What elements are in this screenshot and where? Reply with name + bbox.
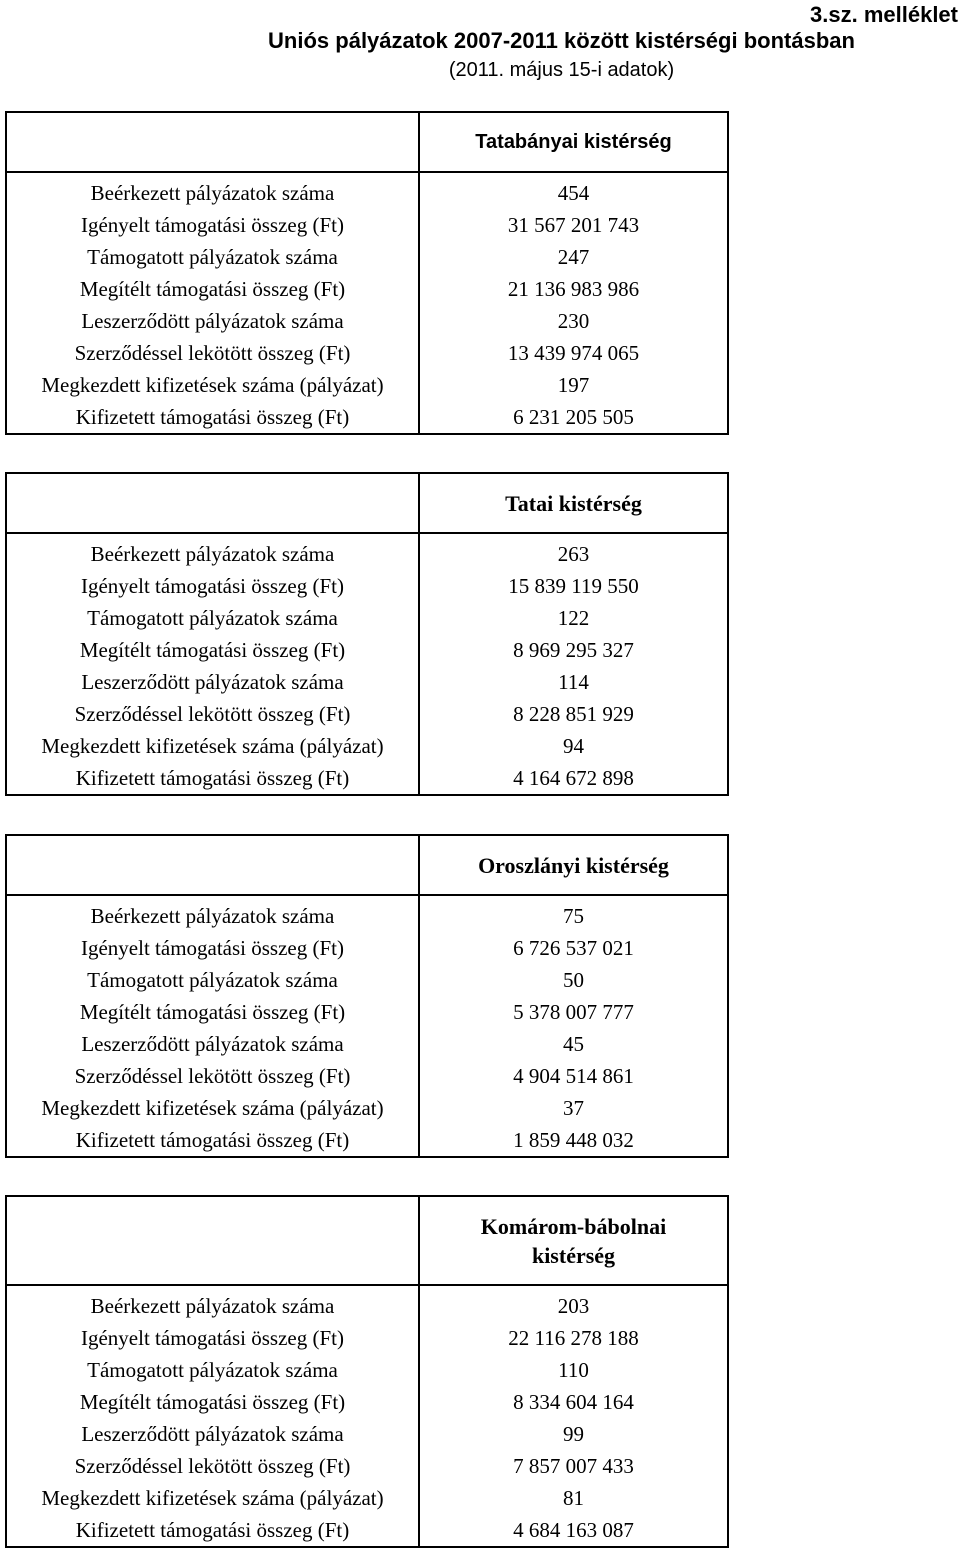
region-header-row (6, 473, 728, 533)
row-label: Igényelt támogatási összeg (Ft) (6, 932, 419, 964)
table-row (6, 1322, 728, 1354)
document-subtitle: (2011. május 15-i adatok) (448, 59, 675, 81)
table-row (6, 666, 728, 698)
row-label: Igényelt támogatási összeg (Ft) (6, 570, 419, 602)
table-row (6, 1386, 728, 1418)
region-table-tatabanya (5, 111, 729, 435)
table-row (6, 1354, 728, 1386)
table-row (6, 1450, 728, 1482)
table-row (6, 337, 728, 369)
row-value: 99 (419, 1418, 728, 1450)
annex-label: 3.sz. melléklet (810, 2, 958, 27)
region-header-row (6, 1196, 728, 1285)
region-title (419, 1196, 728, 1285)
table-row (6, 1124, 728, 1157)
table-row (6, 241, 728, 273)
document-title: Uniós pályázatok 2007-2011 között kistérségi bontásban (268, 28, 855, 53)
row-label: Szerződéssel lekötött összeg (Ft) (6, 698, 419, 730)
row-value: 247 (419, 241, 728, 273)
row-value: 230 (419, 305, 728, 337)
row-value: 1 859 448 032 (419, 1124, 728, 1157)
region-header-row (6, 112, 728, 172)
table-row (6, 634, 728, 666)
table-row (6, 895, 728, 932)
row-value: 122 (419, 602, 728, 634)
header-empty-cell (6, 1196, 419, 1285)
row-label: Igényelt támogatási összeg (Ft) (6, 1322, 419, 1354)
table-row (6, 172, 728, 209)
row-value: 110 (419, 1354, 728, 1386)
row-label: Megkezdett kifizetések száma (pályázat) (6, 369, 419, 401)
row-value: 21 136 983 986 (419, 273, 728, 305)
table-row (6, 305, 728, 337)
row-value: 4 164 672 898 (419, 762, 728, 795)
row-label: Megítélt támogatási összeg (Ft) (6, 634, 419, 666)
row-label: Kifizetett támogatási összeg (Ft) (6, 1124, 419, 1157)
row-value: 7 857 007 433 (419, 1450, 728, 1482)
region-header-row (6, 835, 728, 895)
row-label: Leszerződött pályázatok száma (6, 1418, 419, 1450)
row-value: 6 726 537 021 (419, 932, 728, 964)
row-value: 94 (419, 730, 728, 762)
region-table-komarom-babolna (5, 1195, 729, 1548)
row-label: Megítélt támogatási összeg (Ft) (6, 273, 419, 305)
row-value: 50 (419, 964, 728, 996)
region-title: Tatai kistérség (419, 473, 728, 533)
row-label: Beérkezett pályázatok száma (6, 172, 419, 209)
row-label: Igényelt támogatási összeg (Ft) (6, 209, 419, 241)
table-row (6, 273, 728, 305)
table-row (6, 209, 728, 241)
row-label: Támogatott pályázatok száma (6, 241, 419, 273)
table-row (6, 1060, 728, 1092)
region-title-line: kistérség (531, 1242, 616, 1268)
row-value: 4 904 514 861 (419, 1060, 728, 1092)
row-value: 6 231 205 505 (419, 401, 728, 434)
row-label: Leszerződött pályázatok száma (6, 1028, 419, 1060)
row-label: Beérkezett pályázatok száma (6, 895, 419, 932)
region-title-line: Komárom-bábolnai (480, 1213, 667, 1239)
table-row (6, 1482, 728, 1514)
row-value: 31 567 201 743 (419, 209, 728, 241)
row-label: Megítélt támogatási összeg (Ft) (6, 996, 419, 1028)
row-value: 263 (419, 533, 728, 570)
table-row (6, 570, 728, 602)
row-value: 203 (419, 1285, 728, 1322)
row-label: Beérkezett pályázatok száma (6, 533, 419, 570)
region-table-oroszlany (5, 834, 729, 1158)
row-value: 8 228 851 929 (419, 698, 728, 730)
row-label: Szerződéssel lekötött összeg (Ft) (6, 1450, 419, 1482)
row-value: 197 (419, 369, 728, 401)
row-label: Leszerződött pályázatok száma (6, 305, 419, 337)
row-label: Kifizetett támogatási összeg (Ft) (6, 762, 419, 795)
row-label: Támogatott pályázatok száma (6, 1354, 419, 1386)
row-label: Támogatott pályázatok száma (6, 602, 419, 634)
row-label: Szerződéssel lekötött összeg (Ft) (6, 1060, 419, 1092)
row-value: 15 839 119 550 (419, 570, 728, 602)
table-row (6, 1418, 728, 1450)
row-value: 13 439 974 065 (419, 337, 728, 369)
header-empty-cell (6, 835, 419, 895)
row-label: Beérkezett pályázatok száma (6, 1285, 419, 1322)
table-row (6, 996, 728, 1028)
table-row (6, 533, 728, 570)
table-row (6, 762, 728, 795)
table-row (6, 1285, 728, 1322)
row-value: 81 (419, 1482, 728, 1514)
row-value: 114 (419, 666, 728, 698)
table-row (6, 964, 728, 996)
row-value: 454 (419, 172, 728, 209)
row-value: 8 969 295 327 (419, 634, 728, 666)
row-label: Megkezdett kifizetések száma (pályázat) (6, 1092, 419, 1124)
table-row (6, 401, 728, 434)
row-label: Kifizetett támogatási összeg (Ft) (6, 1514, 419, 1547)
header-empty-cell (6, 473, 419, 533)
row-value: 5 378 007 777 (419, 996, 728, 1028)
row-value: 75 (419, 895, 728, 932)
row-label: Leszerződött pályázatok száma (6, 666, 419, 698)
row-label: Megkezdett kifizetések száma (pályázat) (6, 1482, 419, 1514)
row-value: 8 334 604 164 (419, 1386, 728, 1418)
row-value: 37 (419, 1092, 728, 1124)
row-label: Kifizetett támogatási összeg (Ft) (6, 401, 419, 434)
row-label: Támogatott pályázatok száma (6, 964, 419, 996)
region-title: Tatabányai kistérség (419, 112, 728, 172)
row-label: Szerződéssel lekötött összeg (Ft) (6, 337, 419, 369)
table-row (6, 602, 728, 634)
row-value: 22 116 278 188 (419, 1322, 728, 1354)
row-value: 4 684 163 087 (419, 1514, 728, 1547)
table-row (6, 730, 728, 762)
header-empty-cell (6, 112, 419, 172)
row-value: 45 (419, 1028, 728, 1060)
table-row (6, 932, 728, 964)
row-label: Megkezdett kifizetések száma (pályázat) (6, 730, 419, 762)
row-label: Megítélt támogatási összeg (Ft) (6, 1386, 419, 1418)
table-row (6, 1092, 728, 1124)
table-row (6, 1514, 728, 1547)
region-table-tata (5, 472, 729, 796)
table-row (6, 1028, 728, 1060)
table-row (6, 698, 728, 730)
table-row (6, 369, 728, 401)
region-title: Oroszlányi kistérség (419, 835, 728, 895)
